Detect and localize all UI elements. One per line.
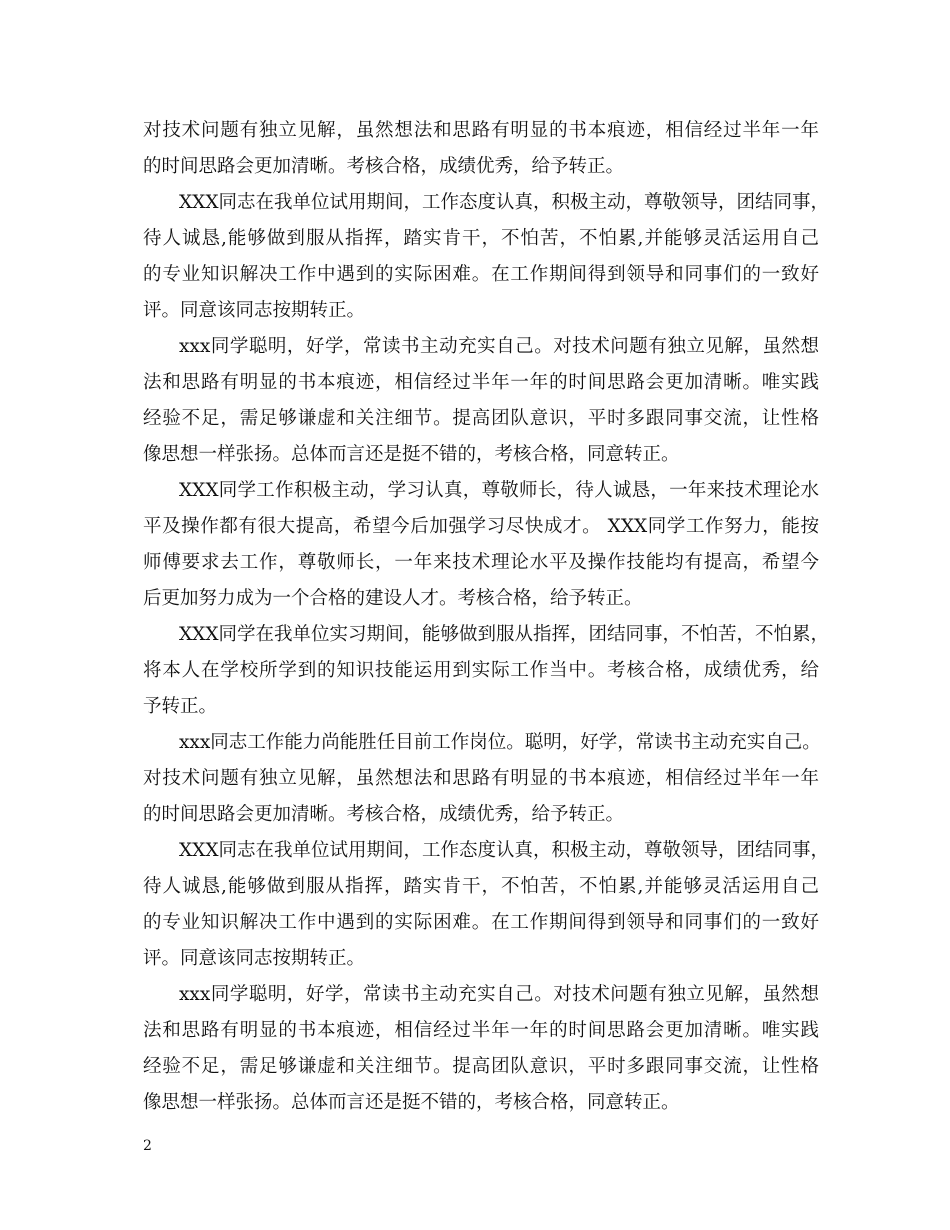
text-line: XXX同学工作积极主动，学习认真，尊敬师长，待人诚恳，一年来技术理论水	[179, 480, 819, 501]
text-line: 待人诚恳,能够做到服从指挥，踏实肯干，不怕苦，不怕累,并能够灵活运用自己	[143, 228, 819, 249]
text-line: 对技术问题有独立见解，虽然想法和思路有明显的书本痕迹，相信经过半年一年	[143, 768, 819, 789]
text-line: 的时间思路会更加清晰。考核合格，成绩优秀，给予转正。	[143, 156, 625, 177]
text-line: 评。同意该同志按期转正。	[143, 300, 366, 321]
text-line: XXX同志在我单位试用期间，工作态度认真，积极主动，尊敬领导，团结同事，	[179, 192, 830, 213]
text-line: 的专业知识解决工作中遇到的实际困难。在工作期间得到领导和同事们的一致好	[143, 912, 819, 933]
page-number: 2	[143, 1138, 152, 1154]
text-line: 师傅要求去工作，尊敬师长，一年来技术理论水平及操作技能均有提高，希望今	[143, 552, 819, 573]
text-line: 经验不足，需足够谦虚和关注细节。提高团队意识，平时多跟同事交流，让性格	[143, 1056, 819, 1077]
text-line: 的时间思路会更加清晰。考核合格，成绩优秀，给予转正。	[143, 804, 625, 825]
document-body	[143, 113, 830, 1121]
text-line: 后更加努力成为一个合格的建设人才。考核合格，给予转正。	[143, 588, 643, 609]
text-line: 平及操作都有很大提高，希望今后加强学习尽快成才。 XXX同学工作努力，能按	[143, 516, 819, 537]
text-line: xxx同学聪明，好学，常读书主动充实自己。对技术问题有独立见解，虽然想	[179, 984, 819, 1005]
text-line: 像思想一样张扬。总体而言还是挺不错的，考核合格，同意转正。	[143, 1092, 680, 1113]
text-line: 对技术问题有独立见解，虽然想法和思路有明显的书本痕迹，相信经过半年一年	[143, 120, 819, 141]
text-line: 将本人在学校所学到的知识技能运用到实际工作当中。考核合格，成绩优秀，给	[143, 660, 819, 681]
text-line: 像思想一样张扬。总体而言还是挺不错的，考核合格，同意转正。	[143, 444, 680, 465]
text-line: XXX同学在我单位实习期间，能够做到服从指挥，团结同事，不怕苦，不怕累，	[179, 624, 830, 645]
text-line: 的专业知识解决工作中遇到的实际困难。在工作期间得到领导和同事们的一致好	[143, 264, 819, 285]
text-line: XXX同志在我单位试用期间，工作态度认真，积极主动，尊敬领导，团结同事，	[179, 840, 830, 861]
text-line: 予转正。	[143, 696, 218, 717]
text-line: 经验不足，需足够谦虚和关注细节。提高团队意识，平时多跟同事交流，让性格	[143, 408, 819, 429]
text-line: xxx同志工作能力尚能胜任目前工作岗位。聪明，好学，常读书主动充实自己。	[179, 732, 821, 753]
text-line: 评。同意该同志按期转正。	[143, 948, 366, 969]
text-line: 法和思路有明显的书本痕迹，相信经过半年一年的时间思路会更加清晰。唯实践	[143, 372, 819, 393]
text-line: 待人诚恳,能够做到服从指挥，踏实肯干，不怕苦，不怕累,并能够灵活运用自己	[143, 876, 819, 897]
text-line: 法和思路有明显的书本痕迹，相信经过半年一年的时间思路会更加清晰。唯实践	[143, 1020, 819, 1041]
text-line: xxx同学聪明，好学，常读书主动充实自己。对技术问题有独立见解，虽然想	[179, 336, 819, 357]
